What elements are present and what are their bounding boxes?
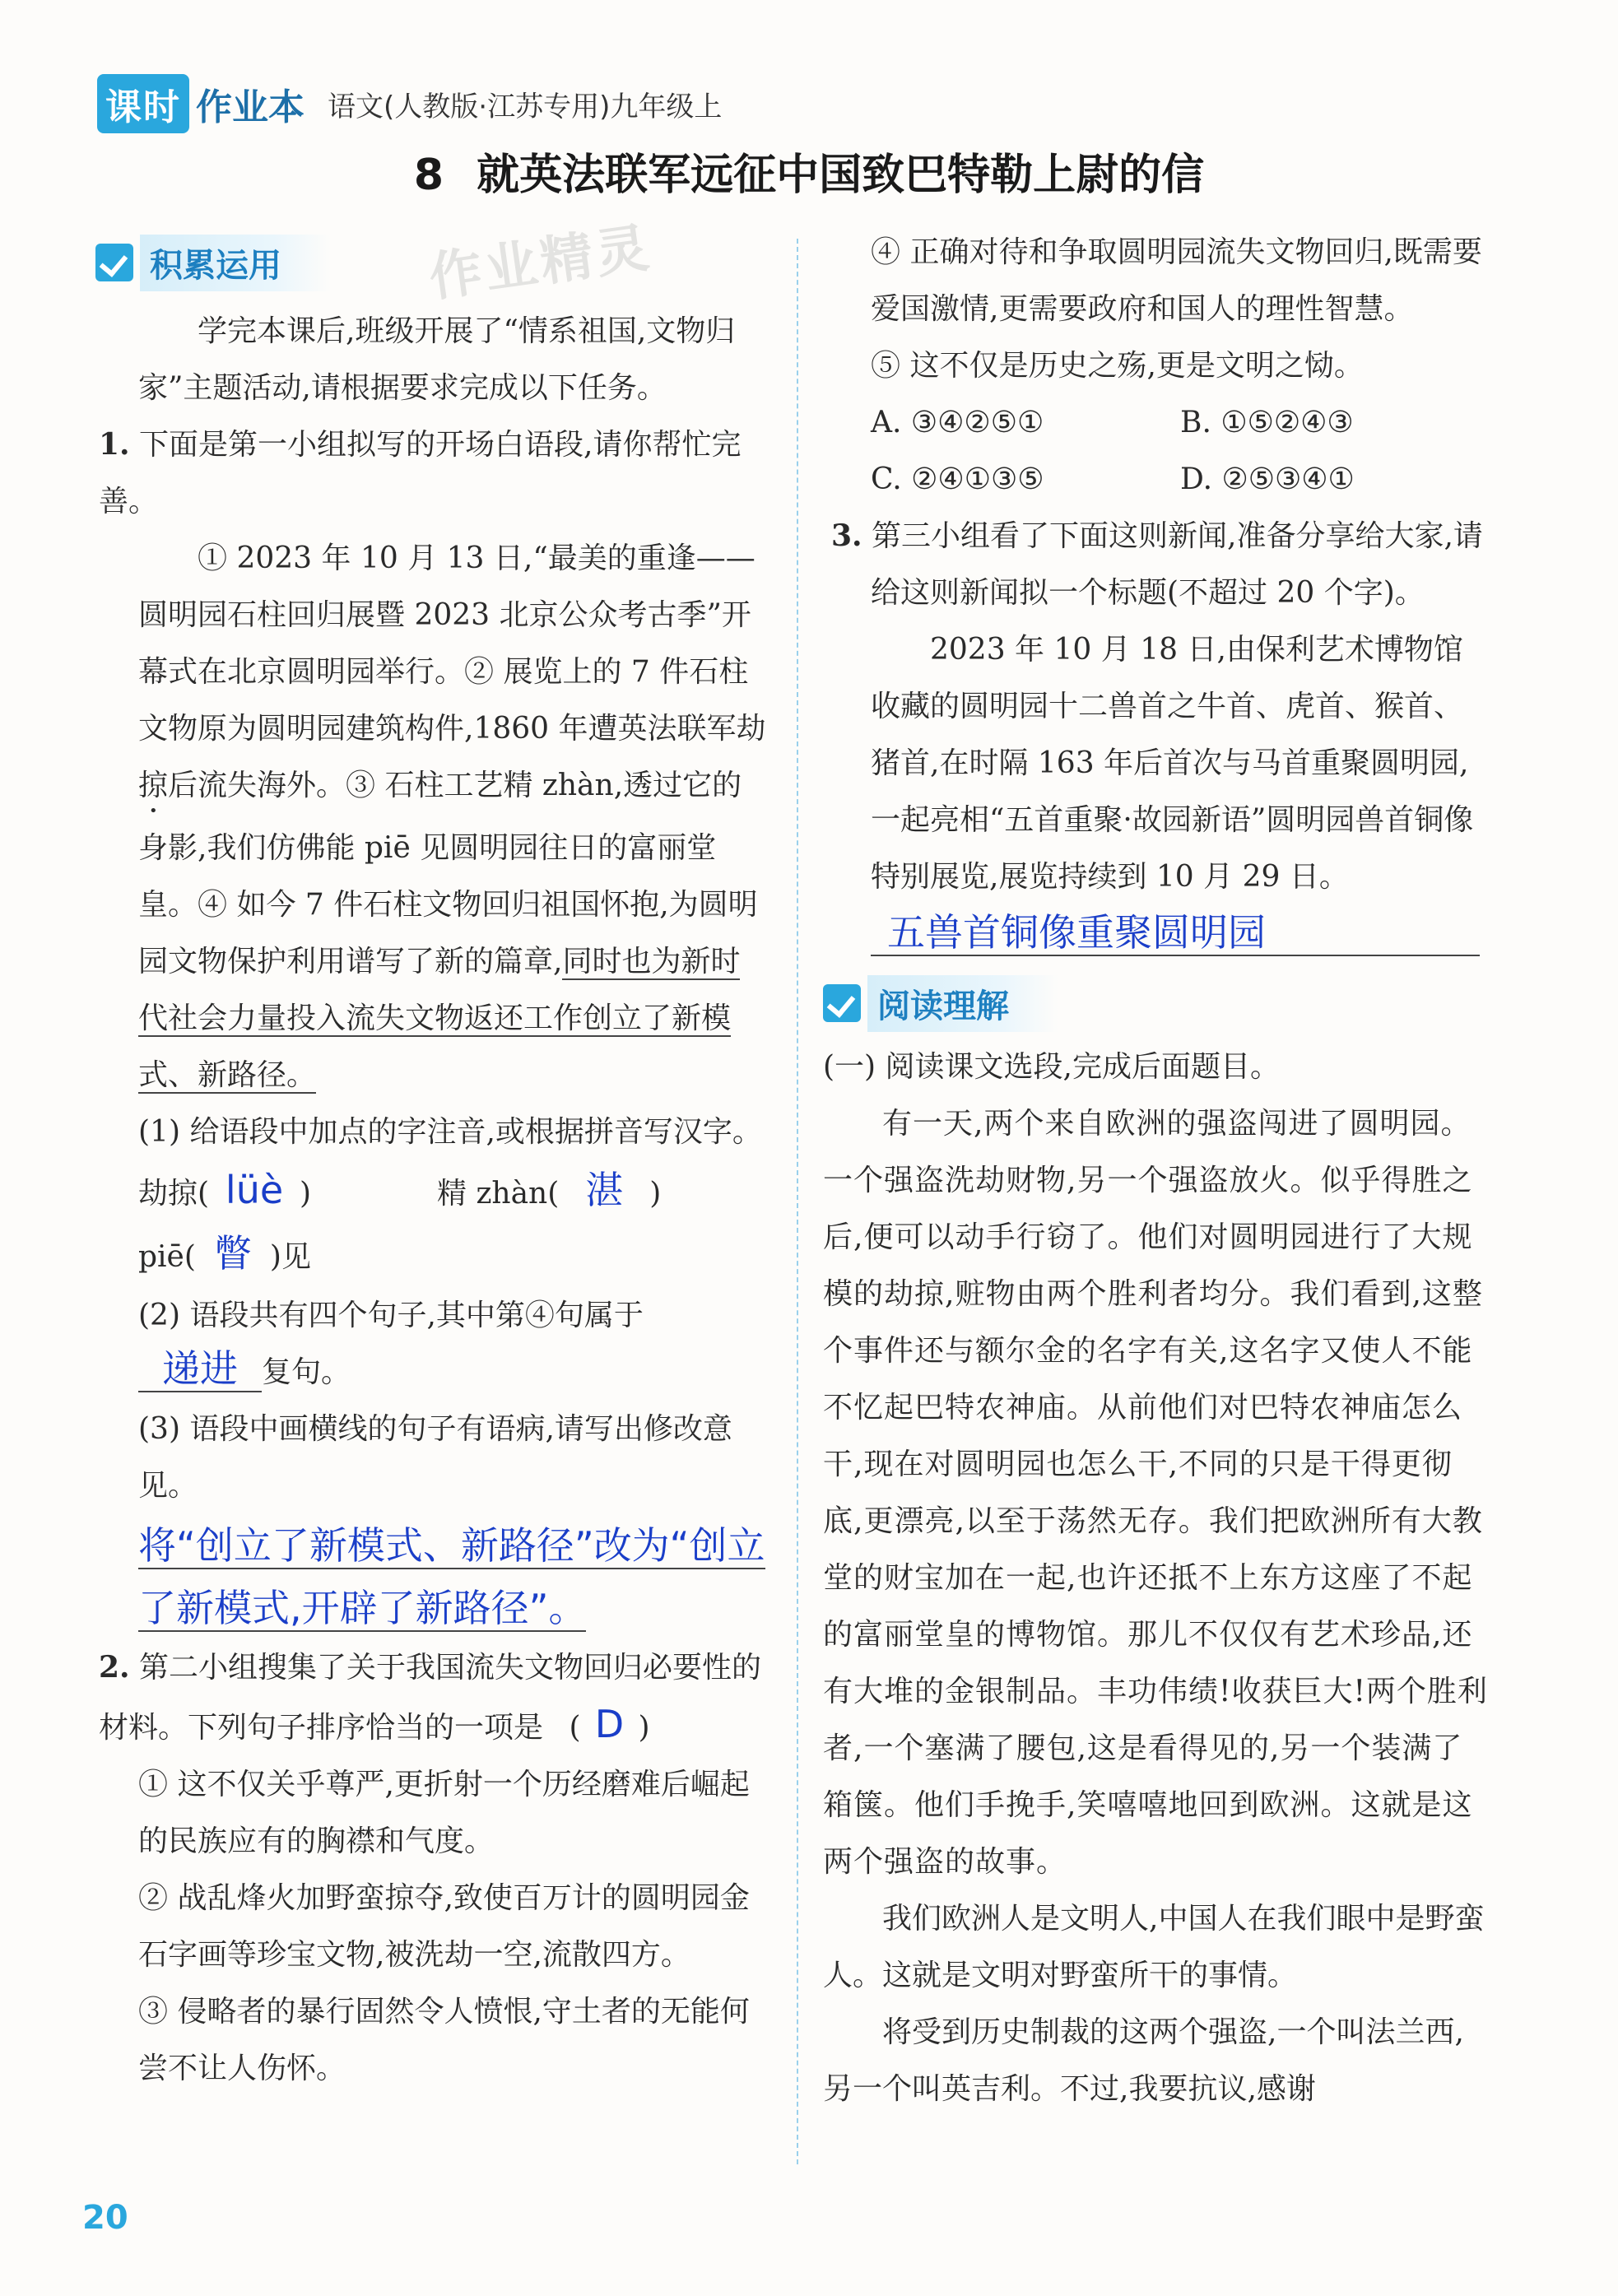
item-label: 精 zhàn( (437, 1177, 560, 1211)
answer-conjunction: 递进 (138, 1346, 262, 1392)
sub2-prompt: (2) 语段共有四个句子,其中第④句属于 (138, 1299, 644, 1332)
q3-answer-line (831, 905, 1490, 968)
q1-sub1-answers (138, 1160, 769, 1287)
underlined-sentence: 同时也为新时代社会力量投入流失文物返还工作创立了新模式、新路径。 (138, 945, 741, 1092)
q2-prompt: 2. 第二小组搜集了关于我国流失文物回归必要性的材料。下列句子排序恰当的一项是 ( D ) (99, 1639, 769, 1756)
q2-item-3: ③ 侵略者的暴行固然令人愤恨,守土者的无能何尝不让人伤怀。 (138, 1995, 750, 2085)
q2-options-row-2 (831, 451, 1490, 508)
section-header-reading (823, 979, 1058, 1027)
q3-news: 2023 年 10 月 18 日,由保利艺术博物馆收藏的圆明园十二兽首之牛首、虎首、猴首、猪首,在时隔 163 年后首次与马首重聚圆明园,一起亮相“五首重聚·故园新语”圆明园兽首铜像特别展览,展览持续到 10 月 29 日。 (871, 633, 1474, 894)
passage-part: 后流失海外。③ 石柱工艺精 zhàn,透过它的身影,我们仿佛能 piē 见圆明园往日的富丽堂皇。④ 如今 7 件石柱文物回归祖国怀抱,为圆明园文物保护利用谱写了新的篇章, (138, 769, 758, 978)
item-close: ) (649, 1177, 662, 1211)
section-label: 阅读理解 (867, 975, 1058, 1032)
sub1-item-1 (138, 1168, 312, 1212)
answer-lue: lüè (225, 1168, 284, 1212)
q2-item-2: ② 战乱烽火加野蛮掠夺,致使百万计的圆明园金石字画等珍宝文物,被洗劫一空,流散四方。 (138, 1881, 750, 1972)
section-header-accumulation (95, 239, 331, 286)
page-number: 20 (82, 2199, 128, 2237)
lesson-title-text: 就英法联军远征中国致巴特勒上尉的信 (477, 151, 1205, 200)
column-divider (797, 239, 798, 2164)
q1-sub2 (138, 1287, 769, 1401)
dotted-char: 掠 (138, 769, 169, 802)
header-brand (97, 79, 722, 128)
q2-number: 2. (99, 1650, 130, 1685)
reading-paragraph-2: 我们欧洲人是文明人,中国人在我们眼中是野蛮人。这就是文明对野蛮所干的事情。 (823, 1902, 1485, 1992)
q2-answer: D (594, 1702, 625, 1746)
answer-zhan: 湛 (585, 1168, 624, 1212)
q1-sub3-prompt: (3) 语段中画横线的句子有语病,请写出修改意见。 (138, 1412, 732, 1503)
item-close: ) (300, 1177, 312, 1211)
q1-prompt (99, 416, 769, 530)
subject-label: 语文(人教版·江苏专用)九年级上 (328, 90, 723, 123)
revision-answer: 将“创立了新模式、新路径”改为“创立了新模式,开辟了新路径”。 (138, 1523, 765, 1630)
q2-item-5: ⑤ 这不仅是历史之殇,更是文明之恸。 (871, 349, 1364, 383)
lesson-number: 8 (413, 151, 444, 200)
left-column (99, 303, 769, 2097)
checkmark-icon (95, 244, 133, 281)
intro-text: 学完本课后,班级开展了“情系祖国,文物归家”主题活动,请根据要求完成以下任务。 (138, 314, 736, 405)
section-label: 积累运用 (140, 235, 331, 291)
option-c: C. ②④①③⑤ (871, 462, 1044, 496)
headline-answer: 五兽首铜像重聚圆明园 (871, 910, 1480, 956)
item-label: 劫掠( (138, 1177, 210, 1211)
right-column (831, 224, 1490, 968)
q1-prompt-text: 下面是第一小组拟写的开场白语段,请你帮忙完善。 (99, 428, 742, 518)
q2-item-4: ④ 正确对待和争取圆明园流失文物回归,既需要爱国激情,更需要政府和国人的理性智慧。 (871, 235, 1482, 326)
reading-section (823, 1039, 1490, 2117)
answer-pie: 瞥 (213, 1231, 252, 1276)
q2-item-1: ① 这不仅关乎尊严,更折射一个历经磨难后崛起的民族应有的胸襟和气度。 (138, 1768, 750, 1858)
q2-prompt-text: 第二小组搜集了关于我国流失文物回归必要性的材料。下列句子排序恰当的一项是 (99, 1651, 762, 1745)
q1-passage (138, 530, 769, 1104)
option-b: B. ①⑤②④③ (1180, 406, 1354, 439)
q1-number: 1. (99, 427, 130, 462)
brand-logo: 课时 (97, 74, 189, 133)
q1-sub1-prompt: (1) 给语段中加点的字注音,或根据拼音写汉字。 (138, 1115, 762, 1149)
option-d: D. ②⑤③④① (1180, 462, 1355, 496)
item-close: )见 (269, 1240, 311, 1274)
reading-paragraph-1: 有一天,两个来自欧洲的强盗闯进了圆明园。一个强盗洗劫财物,另一个强盗放火。似乎得胜之后,便可以动手行窃了。他们对圆明园进行了大规模的劫掠,赃物由两个胜利者均分。我们看到,这整个事件还与额尔金的名字有关,这名字又使人不能不忆起巴特农神庙。从前他们对巴特农神庙怎么干,现在对圆明园也怎么干,不同的只是干得更彻底,更漂亮,以至于荡然无存。我们把欧洲所有大教堂的财宝加在一起,也许还抵不上东方这座了不起的富丽堂皇的博物馆。那儿不仅仅有艺术珍品,还有大堆的金银制品。丰功伟绩!收获巨大!两个胜利者,一个塞满了腰包,这是看得见的,另一个装满了箱箧。他们手挽手,笑嘻嘻地回到欧洲。这就是这两个强盗的故事。 (823, 1107, 1488, 1879)
q3-prompt-text: 第三小组看了下面这则新闻,准备分享给大家,请给这则新闻拟一个标题(不超过 20 个字)。 (871, 519, 1483, 610)
q2-options-row-1 (831, 394, 1490, 451)
sub1-item-3 (138, 1231, 311, 1276)
q3-prompt (831, 508, 1490, 621)
brand-name: 作业本 (196, 86, 305, 128)
passage-part: ① 2023 年 10 月 13 日,“最美的重逢——圆明园石柱回归展暨 2023 北京公众考古季”开幕式在北京圆明园举行。② 展览上的 7 件石柱文物原为圆明园建筑构件,1860 年遭英法联军劫 (138, 541, 766, 746)
reading-intro: (一) 阅读课文选段,完成后面题目。 (823, 1050, 1280, 1084)
q3-number: 3. (831, 518, 862, 553)
option-a: A. ③④②⑤① (871, 406, 1044, 439)
sub2-suffix: 复句。 (262, 1355, 351, 1389)
q1-sub3-answer (138, 1514, 769, 1639)
lesson-title (0, 140, 1618, 202)
pencil-icon (823, 984, 861, 1022)
item-label: piē( (138, 1240, 196, 1274)
sub1-item-2 (437, 1168, 662, 1212)
reading-paragraph-3: 将受到历史制裁的这两个强盗,一个叫法兰西,另一个叫英吉利。不过,我要抗议,感谢 (823, 2015, 1464, 2106)
watermark: 作业精灵 (425, 217, 656, 309)
